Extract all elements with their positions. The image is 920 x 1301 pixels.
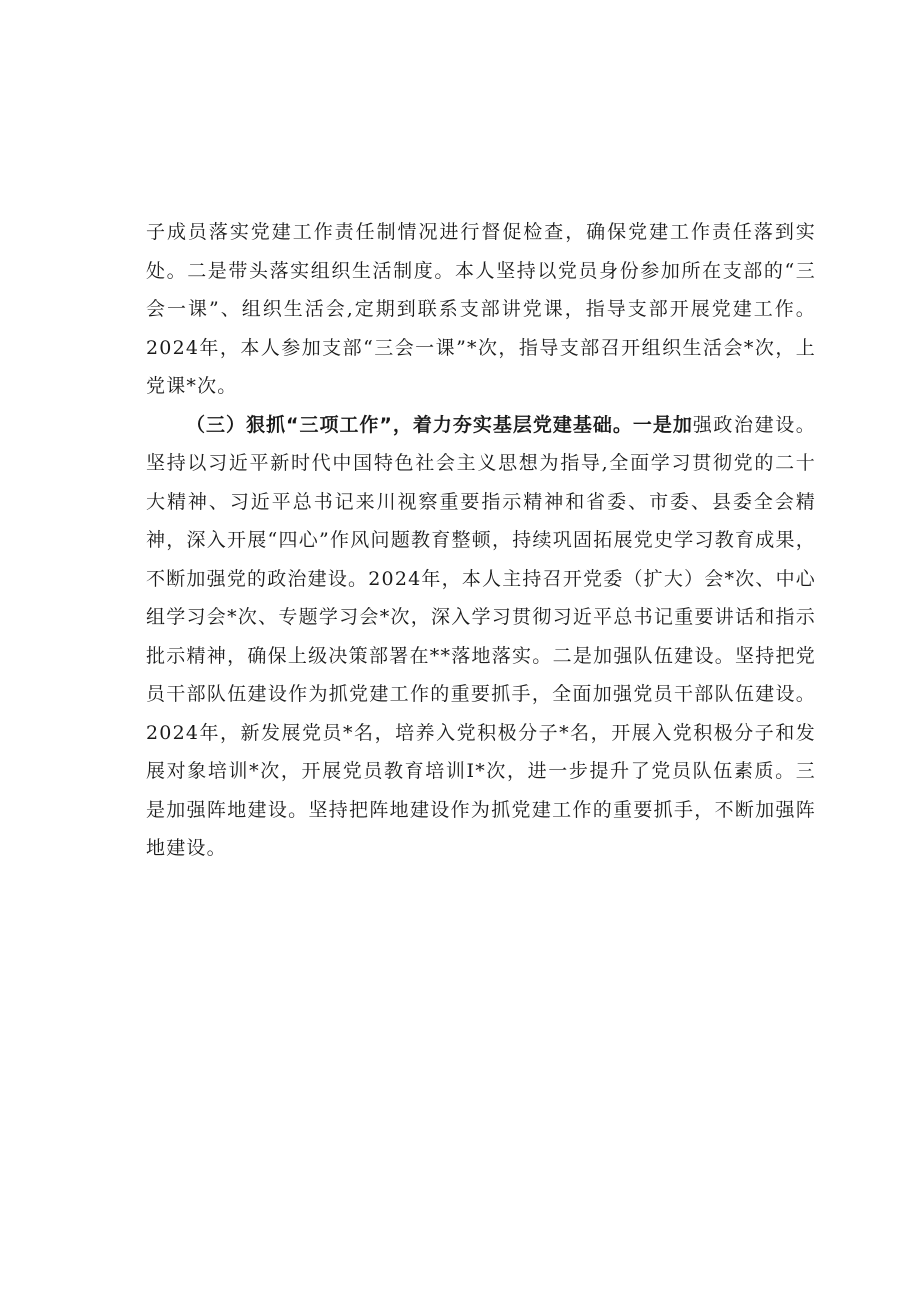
section-heading: （三）狠抓“三项工作”，着力夯实基层党建基础。一是加 [186,413,693,436]
body-text [146,213,816,868]
paragraph-section-three [146,406,816,868]
paragraph-text: 子成员落实党建工作责任制情况进行督促检查，确保党建工作责任落到实处。二是带头落实组织生活制度。本人坚持以党员身份参加所在支部的“三会一课”、组织生活会,定期到联系支部讲党课，指导支部开展党建工作。2024年，本人参加支部“三会一课”*次，指导支部召开组织生活会*次，上党课*次。 [146,221,816,397]
paragraph-text: 强政治建设。坚持以习近平新时代中国特色社会主义思想为指导,全面学习贯彻党的二十大精神、习近平总书记来川视察重要指示精神和省委、市委、县委全会精神，深入开展“四心”作风问题教育整顿，持续巩固拓展党史学习教育成果，不断加强党的政治建设。2024年，本人主持召开党委（扩大）会*次、中心组学习会*次、专题学习会*次，深入学习贯彻习近平总书记重要讲话和指示批示精神，确保上级决策部署在**落地落实。二是加强队伍建设。坚持把党员干部队伍建设作为抓党建工作的重要抓手，全面加强党员干部队伍建设。2024年，新发展党员*名，培养入党积极分子*名，开展入党积极分子和发展对象培训*次，开展党员教育培训I*次，进一步提升了党员队伍素质。三是加强阵地建设。坚持把阵地建设作为抓党建工作的重要抓手，不断加强阵地建设。 [146,413,816,859]
paragraph-continuation [146,213,816,406]
